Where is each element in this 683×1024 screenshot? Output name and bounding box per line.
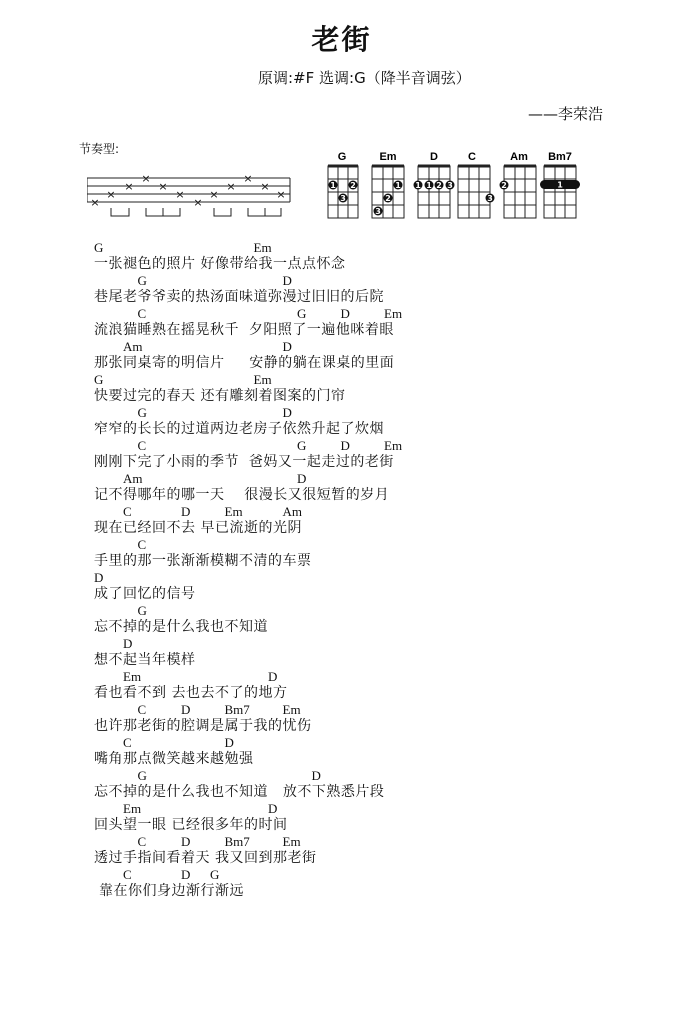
song-title: 老街 — [311, 23, 372, 56]
chord-row — [94, 636, 654, 651]
lyric-line — [94, 471, 654, 504]
svg-text:×: × — [226, 180, 236, 193]
chord-symbol: D — [224, 735, 234, 750]
chord-symbol: D — [181, 834, 191, 849]
svg-text:1: 1 — [415, 181, 421, 190]
chord-row — [94, 735, 654, 750]
chord-symbol: C — [137, 834, 147, 849]
lyric-text: 透过手指间看着天 我又回到那老街 — [94, 850, 317, 866]
svg-text:1: 1 — [330, 181, 336, 190]
lyric-line — [94, 570, 654, 603]
chord-symbol: D — [123, 636, 133, 651]
lyric-line — [94, 504, 654, 537]
chord-symbol: C — [123, 504, 132, 519]
svg-text:×: × — [124, 180, 134, 193]
lyric-line — [94, 405, 654, 438]
chord-symbol: D — [181, 702, 191, 717]
chord-symbol: Em — [224, 504, 243, 519]
svg-text:1: 1 — [426, 181, 432, 190]
lyric-text: 嘴角那点微笑越来越勉强 — [94, 751, 254, 767]
chord-row — [94, 438, 654, 453]
lyric-line — [94, 339, 654, 372]
lyric-line — [94, 702, 654, 735]
chord-symbol: Em — [384, 306, 403, 321]
svg-text:2: 2 — [350, 181, 356, 190]
chord-symbol: G — [137, 768, 147, 783]
lyric-line — [94, 636, 654, 669]
lyric-line — [94, 768, 654, 801]
rhythm-label: 节奏型: — [79, 142, 120, 156]
chord-symbol: D — [311, 768, 321, 783]
chord-symbol: G — [94, 240, 104, 255]
chord-row — [94, 867, 654, 882]
lyric-line — [94, 537, 654, 570]
lyrics-body — [94, 240, 654, 900]
svg-text:1: 1 — [557, 180, 563, 190]
lyric-text: 手里的那一张渐渐模糊不清的车票 — [94, 553, 312, 569]
chord-row — [94, 603, 654, 618]
svg-text:1: 1 — [395, 181, 401, 190]
chord-symbol: C — [123, 867, 132, 882]
svg-text:×: × — [158, 180, 168, 193]
chord-symbol: D — [268, 801, 278, 816]
lyric-text: 一张褪色的照片 好像带给我一点点怀念 — [94, 256, 346, 272]
chord-symbol: Am — [282, 504, 302, 519]
chord-symbol: Em — [253, 372, 272, 387]
chord-row — [94, 537, 654, 552]
chord-symbol: D — [94, 570, 104, 585]
chord-symbol: G — [137, 603, 147, 618]
svg-text:×: × — [243, 172, 253, 185]
chord-symbol: C — [137, 702, 147, 717]
svg-text:×: × — [193, 196, 203, 209]
lyric-text: 看也看不到 去也去不了的地方 — [94, 685, 288, 701]
chord-row — [94, 768, 654, 783]
chord-symbol: G — [94, 372, 104, 387]
svg-text:2: 2 — [436, 181, 442, 190]
lyric-text: 忘不掉的是什么我也不知道 — [94, 619, 268, 635]
chord-row — [94, 405, 654, 420]
lyric-line — [94, 669, 654, 702]
lyric-text: 也许那老街的腔调是属于我的忧伤 — [94, 718, 312, 734]
rhythm-pattern-diagram — [87, 172, 292, 220]
lyric-line — [94, 240, 654, 273]
lyric-text: 记不得哪年的哪一天 很漫长又很短暂的岁月 — [94, 487, 390, 503]
lyric-text: 成了回忆的信号 — [94, 586, 196, 602]
chord-symbol: Am — [123, 471, 143, 486]
chord-symbol: Em — [384, 438, 403, 453]
chord-symbol: D — [282, 273, 292, 288]
chord-symbol: G — [210, 867, 220, 882]
chord-grid-c — [458, 166, 490, 218]
chord-row — [94, 834, 654, 849]
lyric-text: 靠在你们身边渐行渐远 — [94, 883, 244, 899]
lyric-line — [94, 801, 654, 834]
chord-row — [94, 471, 654, 486]
lyric-line — [94, 306, 654, 339]
chord-symbol: Em — [282, 834, 301, 849]
svg-text:×: × — [175, 188, 185, 201]
chord-symbol: D — [282, 405, 292, 420]
chord-row — [94, 801, 654, 816]
chord-row — [94, 372, 654, 387]
chord-row — [94, 702, 654, 717]
svg-text:3: 3 — [340, 194, 346, 203]
chord-symbol: G — [297, 438, 307, 453]
chord-symbol: D — [181, 504, 191, 519]
chord-symbol: D — [282, 339, 292, 354]
chord-name-c: C — [468, 151, 476, 163]
chord-diagrams — [322, 150, 592, 222]
chord-row — [94, 273, 654, 288]
chord-row — [94, 504, 654, 519]
chord-symbol: D — [297, 471, 307, 486]
svg-text:×: × — [260, 180, 270, 193]
lyric-line — [94, 438, 654, 471]
svg-text:2: 2 — [385, 194, 391, 203]
lyric-line — [94, 273, 654, 306]
chord-row — [94, 669, 654, 684]
chord-symbol: C — [137, 438, 147, 453]
chord-symbol: C — [123, 735, 132, 750]
chord-symbol: C — [137, 537, 147, 552]
lyric-line — [94, 603, 654, 636]
svg-text:×: × — [106, 188, 116, 201]
chord-symbol: Em — [253, 240, 272, 255]
lyric-text: 快要过完的春天 还有雕刻着图案的门帘 — [94, 388, 346, 404]
chord-symbol: Bm7 — [224, 702, 250, 717]
chord-symbol: G — [137, 273, 147, 288]
lyric-text: 窄窄的长长的过道两边老房子依然升起了炊烟 — [94, 421, 384, 437]
chord-symbol: Bm7 — [224, 834, 250, 849]
lyric-text: 刚刚下完了小雨的季节 爸妈又一起走过的老街 — [94, 454, 394, 470]
chord-name-bm7: Bm7 — [548, 151, 572, 163]
chord-name-d: D — [430, 151, 438, 163]
chord-symbol: D — [340, 306, 350, 321]
svg-text:×: × — [276, 188, 286, 201]
lyric-text: 巷尾老爷爷卖的热汤面味道弥漫过旧旧的后院 — [94, 289, 384, 305]
chord-row — [94, 339, 654, 354]
svg-text:×: × — [209, 188, 219, 201]
chord-symbol: D — [340, 438, 350, 453]
chord-grid-bm7 — [544, 166, 576, 218]
artist-credit: ——李荣浩 — [527, 105, 603, 123]
svg-text:3: 3 — [375, 207, 381, 216]
lyric-text: 流浪猫睡熟在摇晃秋千 夕阳照了一遍他咪着眼 — [94, 322, 394, 338]
chord-symbol: Em — [123, 801, 142, 816]
chord-row — [94, 306, 654, 321]
chord-symbol: Am — [123, 339, 143, 354]
lyric-line — [94, 834, 654, 867]
lyric-text: 忘不掉的是什么我也不知道 放不下熟悉片段 — [94, 784, 385, 800]
lyric-text: 回头望一眼 已经很多年的时间 — [94, 817, 288, 833]
chord-symbol: D — [268, 669, 278, 684]
chord-row — [94, 570, 654, 585]
lyric-text: 想不起当年模样 — [94, 652, 196, 668]
chord-symbol: G — [297, 306, 307, 321]
chord-name-am: Am — [510, 151, 528, 163]
svg-text:3: 3 — [447, 181, 453, 190]
lyric-text: 现在已经回不去 早已流逝的光阴 — [94, 520, 302, 536]
key-info: 原调:#F 选调:G（降半音调弦） — [258, 69, 471, 87]
chord-symbol: Em — [282, 702, 301, 717]
chord-grid-am — [504, 166, 536, 218]
lyric-line — [94, 867, 654, 900]
chord-row — [94, 240, 654, 255]
lyric-text: 那张同桌寄的明信片 安静的躺在课桌的里面 — [94, 355, 395, 371]
chord-symbol: Em — [123, 669, 142, 684]
chord-grid-d — [418, 166, 450, 218]
lyric-line — [94, 735, 654, 768]
svg-text:×: × — [90, 196, 100, 209]
chord-name-g: G — [337, 151, 347, 163]
chord-name-em: Em — [379, 151, 397, 163]
svg-text:×: × — [141, 172, 151, 185]
svg-text:2: 2 — [501, 181, 507, 190]
lyric-line — [94, 372, 654, 405]
chord-symbol: G — [137, 405, 147, 420]
chord-grid-g — [328, 166, 358, 218]
chord-symbol: D — [181, 867, 191, 882]
chord-symbol: C — [137, 306, 147, 321]
svg-text:3: 3 — [487, 194, 493, 203]
